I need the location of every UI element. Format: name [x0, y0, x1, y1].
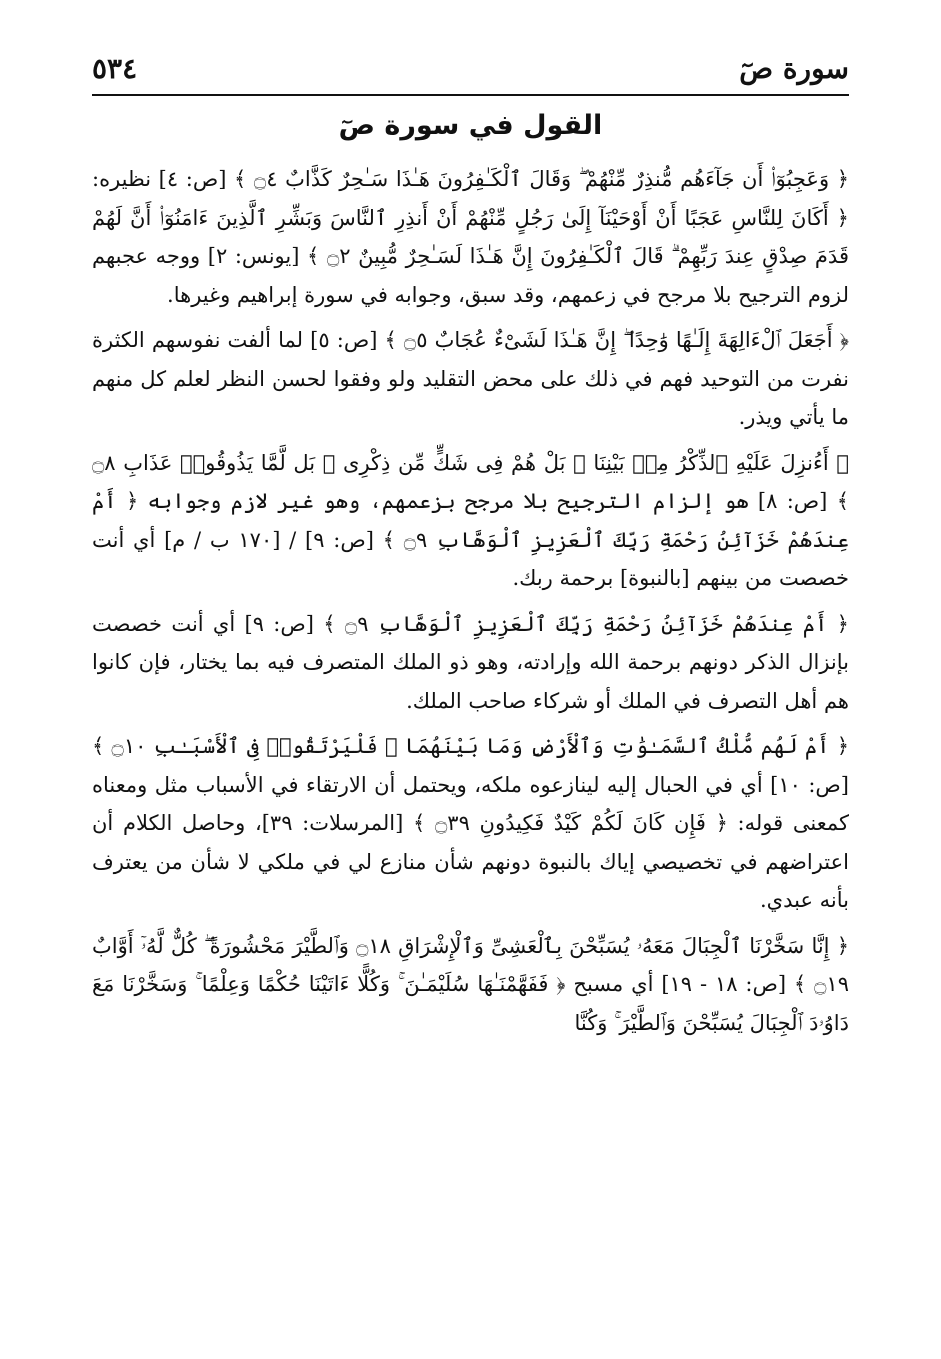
paragraph: ﴿ إِنَّا سَخَّرْنَا ٱلْجِبَالَ مَعَهُۥ يُسَبِّحْنَ بِٱلْعَشِىِّ وَٱلْإِشْرَاقِ ۝١٨ وَٱلطَّيْرَ مَحْشُورَةً ۖ كُلٌّ لَّهُۥٓ أَوَّابٌ ۝١٩ ﴾ [ص: ١٨ - ١٩] أي مسبح ﴿ فَفَهَّمْنَـٰهَا سُلَيْمَـٰنَ ۚ وَكُلًّا ءَاتَيْنَا حُكْمًا وَعِلْمًا ۚ وَسَخَّرْنَا مَعَ دَاوُۥدَ ٱلْجِبَالَ يُسَبِّحْنَ وَٱلطَّيْرَ ۚ وَكُنَّا — [92, 933, 850, 1035]
paragraph: ﴿ أَءُنزِلَ عَلَيْهِ ٱلذِّكْرُ مِنۢ بَيْنِنَا ۚ بَلْ هُمْ فِى شَكٍّ مِّن ذِكْرِى ۖ بَل لَّمَّا يَذُوقُوا۟ عَذَابِ ۝٨ ﴾ [ص: ٨] هو إلزام الترجيح بلا مرجح بزعمهم، وهو غير لازم وجوابه ﴿ أَمْ عِندَهُمْ خَزَآئِنُ رَحْمَةِ رَبِّكَ ٱلْعَزِيزِ ٱلْوَهَّابِ ۝٩ ﴾ [ص: ٩] / [١٧٠ ب / م] أي أنت خصصت من بينهم [بالنبوة] برحمة ربك. — [92, 450, 849, 590]
header-rule — [92, 94, 849, 96]
page-number: ٥٣٤ — [92, 51, 138, 85]
paragraph: ﴿ أَمْ لَهُم مُّلْكُ ٱلسَّمَـٰوَٰتِ وَٱلْأَرْضِ وَمَا بَيْنَهُمَا ۖ فَلْيَرْتَقُوا۟ فِى ٱلْأَسْبَـٰبِ ۝١٠ ﴾ [ص: ١٠] أي في الحبال إليه لينازعوه ملكه، ويحتمل أن الارتقاء في الأسباب مثل ومعناه كمعنى قوله: ﴿ فَإِن كَانَ لَكُمْ كَيْدٌ فَكِيدُونِ ۝٣٩ ﴾ [المرسلات: ٣٩]، وحاصل الكلام أن اعتراضهم في تخصيصي إياك بالنبوة دونهم شأن منازع لي في ملكي لا شأن من يعترف بأنه عبدي. — [92, 734, 849, 912]
surah-name: سورة صٓ — [739, 51, 849, 85]
body-text — [92, 160, 849, 1049]
paragraph: ﴿ وَعَجِبُوٓا۟ أَن جَآءَهُم مُّنذِرٌ مِّنْهُمْ ۖ وَقَالَ ٱلْكَـٰفِرُونَ هَـٰذَا سَـٰحِرٌ كَذَّابٌ ۝٤ ﴾ [ص: ٤] نظيره: ﴿ أَكَانَ لِلنَّاسِ عَجَبًا أَنْ أَوْحَيْنَآ إِلَىٰ رَجُلٍ مِّنْهُمْ أَنْ أَنذِرِ ٱلنَّاسَ وَبَشِّرِ ٱلَّذِينَ ءَامَنُوٓا۟ أَنَّ لَهُمْ قَدَمَ صِدْقٍ عِندَ رَبِّهِمْ ۗ قَالَ ٱلْكَـٰفِرُونَ إِنَّ هَـٰذَا لَسَـٰحِرٌ مُّبِينٌ ۝٢ ﴾ [يونس: ٢] ووجه عجبهم لزوم الترجيح بلا مرجح في زعمهم، وقد سبق، وجوابه في سورة إبراهيم وغيرها. — [92, 167, 849, 307]
running-header — [92, 42, 849, 94]
section-title: القول في سورة صٓ — [338, 110, 603, 141]
paragraph: ﴿ أَجَعَلَ ٱلْءَالِهَةَ إِلَـٰهًا وَٰحِدًا ۖ إِنَّ هَـٰذَا لَشَىْءٌ عُجَابٌ ۝٥ ﴾ [ص: ٥] لما ألفت نفوسهم الكثرة نفرت من التوحيد فهم في ذلك على محض التقليد ولو وفقوا لحسن النظر لعلم كل منهم ما يأتي ويذر. — [92, 328, 849, 429]
paragraph: ﴿ أَمْ عِندَهُمْ خَزَآئِنُ رَحْمَةِ رَبِّكَ ٱلْعَزِيزِ ٱلْوَهَّابِ ۝٩ ﴾ [ص: ٩] أي أنت خصصت بإنزال الذكر دونهم برحمة الله وإرادته، وهو ذو الملك المتصرف فيه بما يختار، فإن كانوا هم أهل التصرف في الملك أو شركاء صاحب الملك. — [92, 611, 849, 713]
